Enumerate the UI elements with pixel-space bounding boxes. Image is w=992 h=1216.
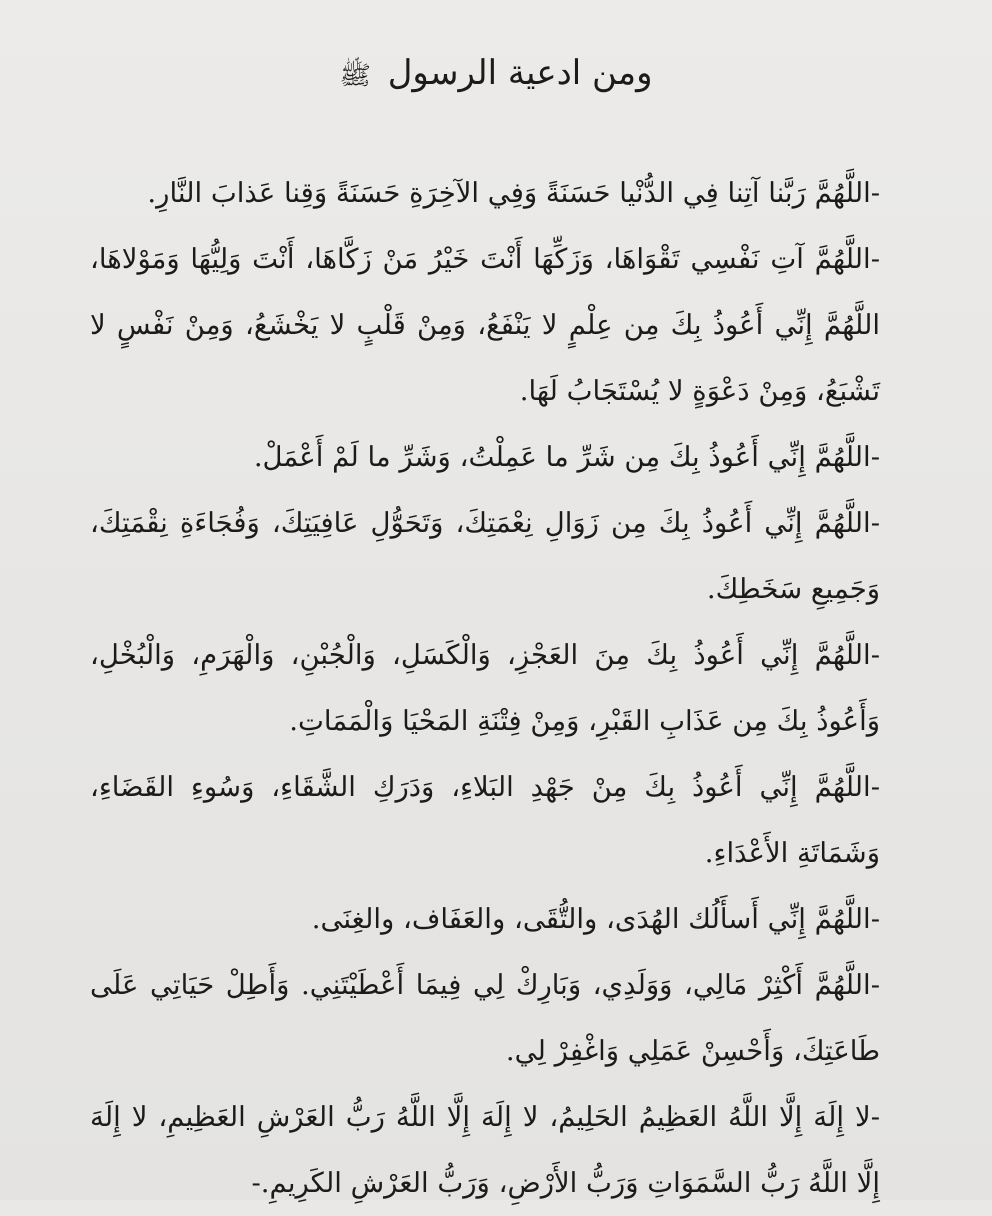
dua-paragraph: -اللَّهُمَّ إِنِّي أَعُوذُ بِكَ مِنَ العَجْزِ، وَالْكَسَلِ، وَالْجُبْنِ، وَالْهَرَمِ، وَالْبُخْلِ، وَأَعُوذُ بِكَ مِن عَذَابِ القَبْرِ، وَمِنْ فِتْنَةِ المَحْيَا وَالْمَمَاتِ. xyxy=(90,639,880,737)
dua-paragraph: -لا إِلَهَ إِلَّا اللَّهُ العَظِيمُ الحَلِيمُ، لا إِلَهَ إِلَّا اللَّهُ رَبُّ العَرْشِ العَظِيمِ، لا إِلَهَ إِلَّا اللَّهُ رَبُّ السَّمَوَاتِ وَرَبُّ الأَرْضِ، وَرَبُّ العَرْشِ الكَرِيمِ.- xyxy=(90,1101,880,1199)
page-title xyxy=(0,48,992,101)
dua-paragraph: -اللَّهُمَّ إِنِّي أَعُوذُ بِكَ مِنْ جَهْدِ البَلاءِ، وَدَرَكِ الشَّقَاءِ، وَسُوءِ القَضَاءِ، وَشَمَاتَةِ الأَعْدَاءِ. xyxy=(90,771,880,869)
dua-paragraph: -اللَّهُمَّ آتِ نَفْسِي تَقْوَاهَا، وَزَكِّهَا أَنْتَ خَيْرُ مَنْ زَكَّاهَا، أَنْتَ وَلِيُّهَا وَمَوْلاهَا، اللَّهُمَّ إِنِّي أَعُوذُ بِكَ مِن عِلْمٍ لا يَنْفَعُ، وَمِنْ قَلْبٍ لا يَخْشَعُ، وَمِنْ نَفْسٍ لا تَشْبَعُ، وَمِنْ دَعْوَةٍ لا يُسْتَجَابُ لَهَا. xyxy=(90,243,880,407)
title-text: ومن ادعية الرسول xyxy=(387,53,653,93)
dua-paragraph: -اللَّهُمَّ إِنِّي أَعُوذُ بِكَ مِن شَرِّ ما عَمِلْتُ، وَشَرِّ ما لَمْ أَعْمَلْ. xyxy=(253,441,880,473)
dua-paragraph: -اللَّهُمَّ إِنِّي أَسأَلُك الهُدَى، والتُّقَى، والعَفَاف، والغِنَى. xyxy=(311,903,880,935)
dua-paragraph: -اللَّهُمَّ أَكْثِرْ مَالِي، وَوَلَدِي، وَبَارِكْ لِي فِيمَا أَعْطَيْتَنِي. وَأَطِلْ حَيَاتِي عَلَى طَاعَتِكَ، وَأَحْسِنْ عَمَلِي وَاغْفِرْ لِي. xyxy=(90,969,880,1067)
dua-paragraph: -اللَّهُمَّ رَبَّنا آتِنا فِي الدُّنْيا حَسَنَةً وَفِي الآخِرَةِ حَسَنَةً وَقِنا عَذابَ النَّارِ. xyxy=(147,177,880,209)
dua-list xyxy=(90,160,880,1216)
honorific-glyph: ﷺ xyxy=(339,61,371,91)
dua-paragraph: -اللَّهُمَّ إِنِّي أَعُوذُ بِكَ مِن زَوَالِ نِعْمَتِكَ، وَتَحَوُّلِ عَافِيَتِكَ، وَفُجَاءَةِ نِقْمَتِكَ، وَجَمِيعِ سَخَطِكَ. xyxy=(90,507,880,605)
